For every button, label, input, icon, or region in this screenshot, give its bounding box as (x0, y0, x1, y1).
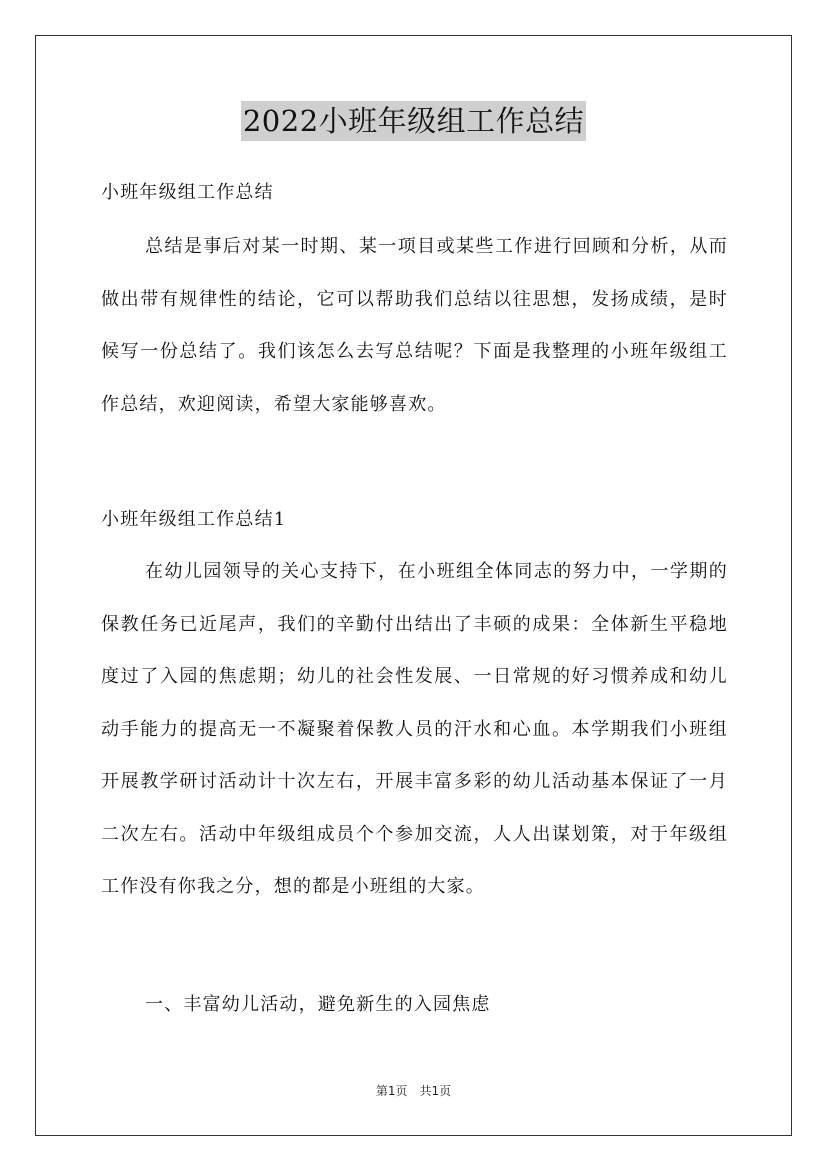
document-title (0, 101, 827, 141)
section-paragraph: 在幼儿园领导的关心支持下，在小班组全体同志的努力中，一学期的保教任务已近尾声，我们的辛勤付出结出了丰硕的成果：全体新生平稳地度过了入园的焦虑期；幼儿的社会性发展、一日常规的好习惯养成和幼儿动手能力的提高无一不凝聚着保教人员的汗水和心血。本学期我们小班组开展教学研讨活动计十次左右，开展丰富多彩的幼儿活动基本保证了一月二次左右。活动中年级组成员个个参加交流，人人出谋划策，对于年级组工作没有你我之分，想的都是小班组的大家。 (101, 561, 728, 897)
intro-paragraph: 总结是事后对某一时期、某一项目或某些工作进行回顾和分析，从而做出带有规律性的结论，它可以帮助我们总结以往思想，发扬成绩，是时候写一份总结了。我们该怎么去写总结呢？下面是我整理的小班年级组工作总结，欢迎阅读，希望大家能够喜欢。 (101, 236, 728, 415)
point-heading: 一、丰富幼儿活动，避免新生的入园焦虑 (145, 994, 491, 1015)
page-footer: 第1页 共1页 (375, 1084, 452, 1098)
section-heading: 小班年级组工作总结1 (101, 509, 287, 530)
document-title-text: 2022小班年级组工作总结 (241, 101, 586, 141)
document-subtitle: 小班年级组工作总结 (101, 182, 274, 203)
